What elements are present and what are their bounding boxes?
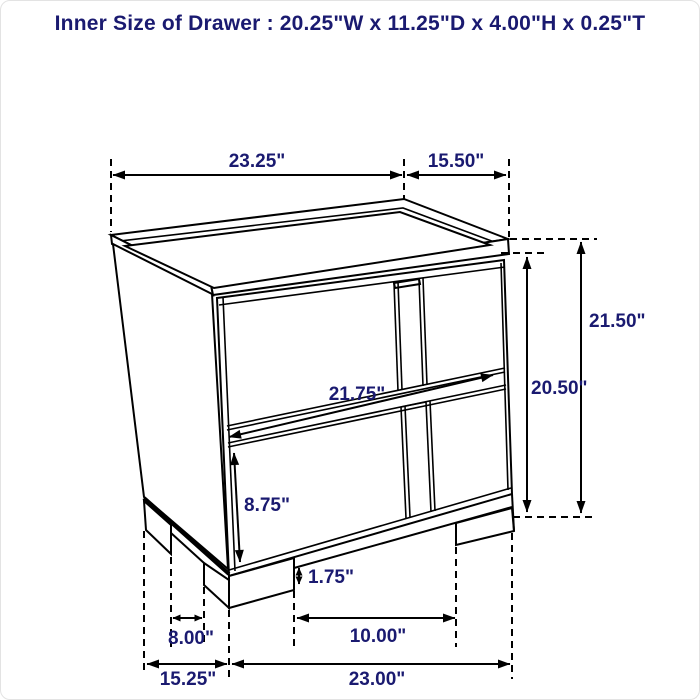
label-side-leg-opening: 8.00"	[168, 628, 214, 649]
label-footprint-depth: 15.25"	[159, 669, 217, 690]
label-top-width: 23.25"	[228, 151, 286, 172]
label-top-depth: 15.50"	[427, 151, 485, 172]
label-lower-drawer-height: 8.75"	[244, 495, 290, 516]
page-title: Inner Size of Drawer : 20.25"W x 11.25"D x 4.00"H x 0.25"T	[54, 12, 646, 35]
label-overall-height: 21.50"	[589, 311, 646, 332]
label-drawer-width: 21.75"	[328, 384, 386, 405]
label-front-leg-opening: 10.00"	[349, 626, 407, 647]
nightstand-dimension-drawing	[1, 1, 700, 700]
label-footprint-width: 23.00"	[348, 669, 406, 690]
label-case-height: 20.50"	[531, 378, 588, 399]
label-base-clearance: 1.75"	[308, 567, 354, 588]
